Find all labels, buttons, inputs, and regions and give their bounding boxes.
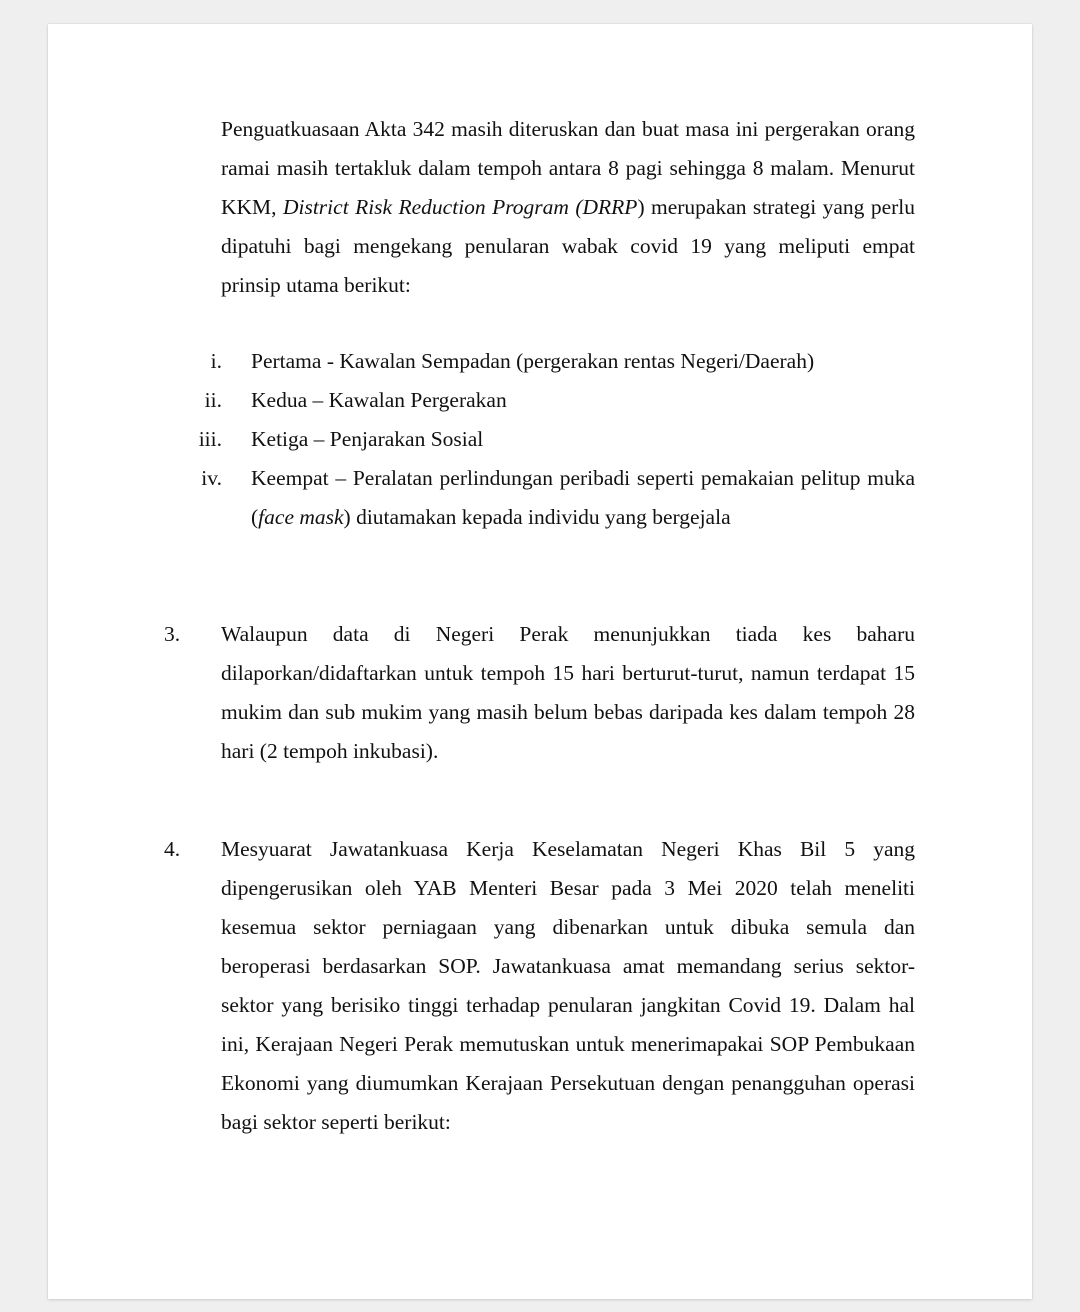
list-item-text-italic: face mask	[258, 505, 344, 529]
list-item-number: i.	[210, 349, 222, 373]
section-number: 3.	[164, 622, 181, 646]
intro-text-part2: ) merupakan strategi yang perlu dipatuhi bagi mengekang penularan wabak covid 19 yang meliputi empat prinsip utama berikut:	[221, 195, 916, 297]
list-item-number: iii.	[198, 427, 222, 451]
list-item-text: Kedua – Kawalan Pergerakan	[251, 388, 507, 412]
list-item-text-b: ) diutamakan kepada individu yang bergejala	[343, 505, 731, 529]
list-item-number: ii.	[204, 388, 222, 412]
list-item-text-a: Keempat – Peralatan perlindungan peribadi seperti pemakaian pelitup muka (	[251, 466, 915, 529]
list-item-number: iv.	[201, 466, 222, 490]
section-text: Walaupun data di Negeri Perak menunjukkan tiada kes baharu dilaporkan/didaftarkan untuk tempoh 15 hari berturut-turut, namun terdapat 15 mukim dan sub mukim yang masih belum bebas daripada kes dalam tempoh 28 hari (2 tempoh inkubasi).	[221, 622, 915, 763]
list-item-text: Pertama - Kawalan Sempadan (pergerakan rentas Negeri/Daerah)	[251, 349, 815, 373]
intro-paragraph	[221, 110, 915, 305]
section-text: Mesyuarat Jawatankuasa Kerja Keselamatan Negeri Khas Bil 5 yang dipengerusikan oleh YAB Menteri Besar pada 3 Mei 2020 telah meneliti kesemua sektor perniagaan yang dibenarkan untuk dibuka semula dan beroperasi berdasarkan SOP. Jawatankuasa amat memandang serius sektor-sektor yang berisiko tinggi terhadap penularan jangkitan Covid 19. Dalam hal ini, Kerajaan Negeri Perak memutuskan untuk menerimapakai SOP Pembukaan Ekonomi yang diumumkan Kerajaan Persekutuan dengan penangguhan operasi bagi sektor seperti berikut:	[221, 837, 915, 1134]
intro-text-italic: District Risk Reduction Program (DRRP	[282, 195, 638, 219]
list-item-text: Ketiga – Penjarakan Sosial	[251, 427, 484, 451]
list-item-text	[251, 459, 915, 537]
document-page	[48, 24, 1032, 1299]
intro-text-part1: Penguatkuasaan Akta 342 masih diteruskan dan buat masa ini pergerakan orang ramai masih tertakluk dalam tempoh antara 8 pagi sehingga 8 malam. Menurut KKM,	[221, 117, 915, 219]
section-number: 4.	[164, 837, 181, 861]
